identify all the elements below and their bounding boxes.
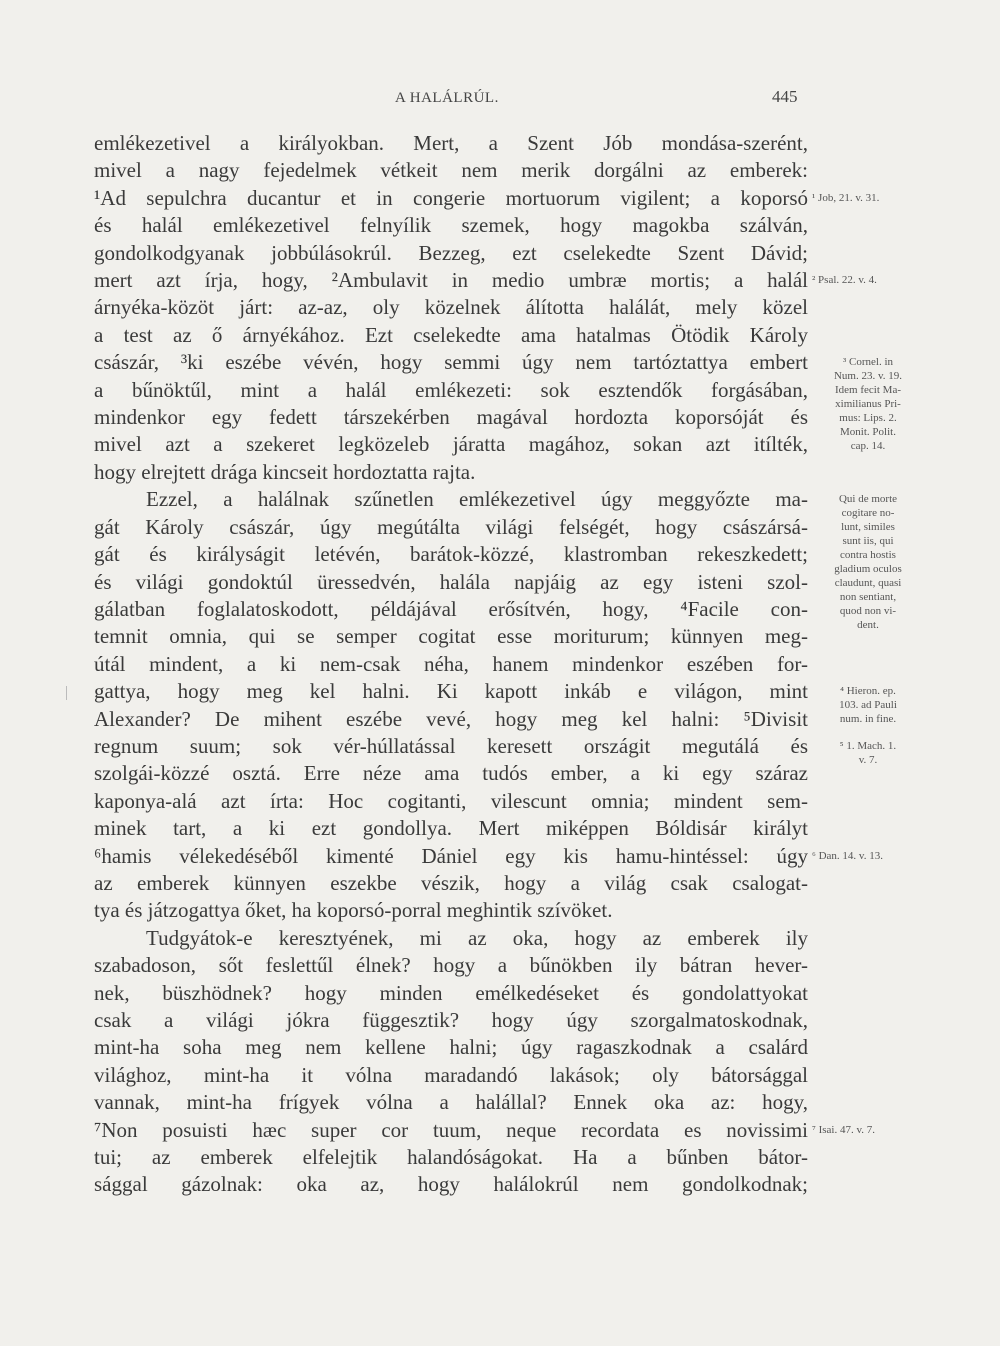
text-line: csak a világi jókra függesztik? hogy úgy szorgalmatoskodnak, <box>94 1008 808 1032</box>
text-line: tui; az emberek elfelejtik halandóságokat. Ha a bűnben bátor- <box>94 1145 808 1170</box>
marginal-note <box>812 739 924 767</box>
main-text-column <box>94 130 808 1199</box>
marginal-note-line: contra hostis <box>840 549 896 562</box>
text-line: mert azt írja, hogy, ²Ambulavit in medio umbræ mortis; a halál <box>94 268 808 293</box>
text-line: ⁷Non posuisti hæc super cor tuum, neque recordata es novissimi <box>94 1117 808 1142</box>
page-number: 445 <box>772 87 798 106</box>
text-line: nek, büszhödnek? hogy minden emélkedéseket és gondolattyokat <box>94 980 808 1005</box>
text-line: szabadoson, sőt feslettűl élnek? hogy a bűnökben ily bátran hever- <box>94 953 808 978</box>
text-line: császár, ³ki eszébe vévén, hogy semmi úgy nem tartóztattya embert <box>94 350 808 375</box>
text-line: gát Károly császár, úgy megútálta világi felségét, hogy császársá- <box>94 514 808 539</box>
marginal-note-line: sunt iis, qui <box>842 535 894 548</box>
marginal-note <box>812 355 924 453</box>
marginal-note-line: ximilianus Pri- <box>835 398 901 411</box>
marginal-note-line: cogitare no- <box>841 507 895 520</box>
marginal-note-line: claudunt, quasi <box>834 577 902 590</box>
text-line: az emberek künnyen eszekbe vészik, hogy a világ csak csalogat- <box>94 870 808 895</box>
text-line: Ezzel, a halálnak szűnetlen emlékezetivel úgy meggyőzte ma- <box>146 487 808 512</box>
marginal-note-line: cap. 14. <box>850 440 886 453</box>
marginal-note <box>812 273 924 287</box>
marginal-note-line: Num. 23. v. 19. <box>833 370 903 383</box>
marginal-note-line: gladium oculos <box>834 563 902 576</box>
text-line: mivel azt a szekeret legközeleb járatta magához, sokan azt itílték, <box>94 432 808 457</box>
marginal-note <box>812 191 924 205</box>
text-line: ⁶hamis vélekedéséből kimenté Dániel egy kis hamu-hintéssel: úgy <box>94 843 808 868</box>
text-line: és halál emlékezetivel felnyílik szemek, hogy magokba szálván, <box>94 213 808 238</box>
marginal-note-line: num. in fine. <box>839 713 897 726</box>
marginal-note-line: quod non vi- <box>839 605 897 618</box>
text-line: gát és királyságit letévén, barátok-közzé, klastromban rekeszkedett; <box>94 542 808 567</box>
text-line: árnyéka-közöt járt: az-az, oly közelnek álította halálát, mely közel <box>94 295 808 320</box>
text-line: vannak, mint-ha frígyek vólna a halállal? Ennek oka az: hogy, <box>94 1090 808 1115</box>
marginal-note-line: mus: Lips. 2. <box>839 412 897 425</box>
marginal-note-line: ⁶ Dan. 14. v. 13. <box>812 849 883 862</box>
marginal-note-line: Qui de morte <box>838 493 898 506</box>
marginal-note-line: 103. ad Pauli <box>839 699 897 712</box>
marginal-note-line: Idem fecit Ma- <box>835 384 901 397</box>
text-line: a bűnöktűl, mint a halál emlékezeti: sok esztendők forgásában, <box>94 377 808 402</box>
text-line: mivel a nagy fejedelmek vétkeit nem merik dorgálni az emberek: <box>94 158 808 183</box>
text-line: minek tart, a ki ezt gondollya. Mert miképpen Bóldisár királyt <box>94 816 808 841</box>
marginal-note <box>812 684 924 726</box>
marginal-note-line: ⁷ Isai. 47. v. 7. <box>812 1124 876 1137</box>
marginal-note-line: ² Psal. 22. v. 4. <box>812 274 877 287</box>
text-line: útál mindent, a ki nem-csak néha, hanem mindenkor eszében for- <box>94 651 808 676</box>
text-line: emlékezetivel a királyokban. Mert, a Szent Jób mondása-szerént, <box>94 131 808 155</box>
text-line: regnum suum; sok vér-húllatással keresett országit megutálá és <box>94 733 808 758</box>
marginal-note-line: ⁴ Hieron. ep. <box>840 685 896 698</box>
marginal-note-line: ⁵ 1. Mach. 1. <box>839 740 897 753</box>
marginal-note-line: Monit. Polit. <box>840 426 896 439</box>
text-line: gattya, hogy meg kel halni. Ki kapott inkáb e világon, mint <box>94 679 808 704</box>
marginal-note-line: lunt, similes <box>841 521 895 534</box>
text-line: Alexander? De mihent eszébe vevé, hogy meg kel halni: ⁵Divisit <box>94 706 808 731</box>
text-line: gondolkodgyanak jobbúlásokrúl. Bezzeg, ezt cselekedte Szent Dávid; <box>94 240 808 265</box>
marginal-note-line: non sentiant, <box>839 591 897 604</box>
running-head: A HALÁLRÚL. <box>395 90 499 106</box>
marginal-note <box>812 492 924 632</box>
marginal-note-line: ³ Cornel. in <box>842 356 894 369</box>
text-line: sággal gázolnak: oka az, hogy halálokrúl nem gondolkodnak; <box>94 1172 808 1197</box>
text-line: és világi gondoktúl üressedvén, halála napjáig az egy isteni szol- <box>94 569 808 594</box>
text-line: szolgái-közzé osztá. Erre néze ama tudós ember, a ki egy száraz <box>94 761 808 786</box>
marginal-note <box>812 849 924 863</box>
text-line: a test az ő árnyékához. Ezt cselekedte ama hatalmas Ötödik Károly <box>94 322 808 347</box>
text-line: világhoz, mint-ha it vólna maradandó lakások; oly bátorsággal <box>94 1062 808 1087</box>
text-line: mint-ha soha meg nem kellene halni; úgy ragaszkodnak a csalárd <box>94 1035 808 1060</box>
page-edge-mark <box>66 686 67 700</box>
text-line: kaponya-alá azt írta: Hoc cogitanti, vilescunt omnia; mindent sem- <box>94 788 808 813</box>
text-line: temnit omnia, qui se semper cogitat esse moriturum; künnyen meg- <box>94 624 808 649</box>
text-line: Tudgyátok-e keresztyének, mi az oka, hogy az emberek ily <box>146 925 808 950</box>
marginal-note <box>812 1123 924 1137</box>
marginal-note-line: dent. <box>857 619 879 632</box>
text-line: tya és játzogattya őket, ha koporsó-porral meghintik szívöket. <box>94 898 613 923</box>
text-line: gálatban foglalatoskodott, példájával erősítvén, hogy, ⁴Facile con- <box>94 596 808 621</box>
text-line: hogy elrejtett drága kincseit hordoztatta rajta. <box>94 459 476 484</box>
marginal-note-line: ¹ Job, 21. v. 31. <box>812 191 880 204</box>
text-line: mindenkor egy fedett társzekérben magával hordozta koporsóját és <box>94 405 808 430</box>
text-line: ¹Ad sepulchra ducantur et in congerie mortuorum vigilent; a koporsó <box>94 185 808 210</box>
marginal-note-line: v. 7. <box>858 754 878 767</box>
